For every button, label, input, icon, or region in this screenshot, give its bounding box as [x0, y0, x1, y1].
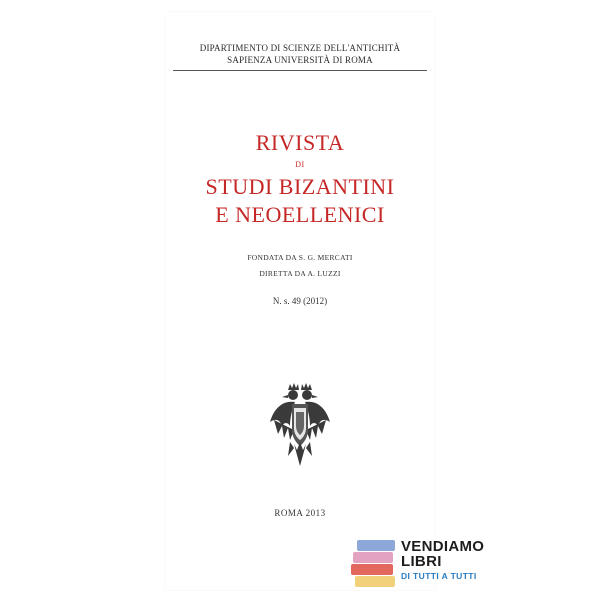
badge-tagline: DI TUTTI A TUTTI: [401, 571, 477, 581]
badge-line-2: LIBRI: [401, 553, 442, 570]
founded-by: FONDATA DA S. G. MERCATI: [247, 253, 353, 262]
double-headed-eagle-icon: [268, 382, 332, 472]
title-line-3: E NEOELLENICI: [215, 202, 385, 227]
badge-line-1: VENDIAMO: [401, 538, 485, 555]
book-stack-icon: [351, 540, 397, 588]
book-stripe-blue: [357, 540, 395, 551]
title-line-2: STUDI BIZANTINI: [205, 174, 395, 199]
book-stripe-pink: [353, 552, 393, 563]
issue-number: N. s. 49 (2012): [272, 296, 328, 306]
book-cover: [165, 12, 435, 590]
city-year: ROMA 2013: [274, 508, 326, 518]
vendiamo-libri-badge: [351, 534, 501, 590]
department-line-1: DIPARTIMENTO DI SCIENZE DELL'ANTICHITÀ: [199, 43, 401, 53]
book-stripe-yellow: [355, 576, 395, 587]
department-line-2: SAPIENZA UNIVERSITÀ DI ROMA: [227, 55, 373, 65]
header-rule: [173, 70, 427, 71]
title-line-1: RIVISTA: [255, 130, 345, 155]
badge-text: [401, 539, 484, 583]
title-connector: DI: [295, 160, 305, 169]
directed-by: DIRETTA DA A. LUZZI: [259, 269, 341, 278]
book-stripe-red: [351, 564, 393, 575]
